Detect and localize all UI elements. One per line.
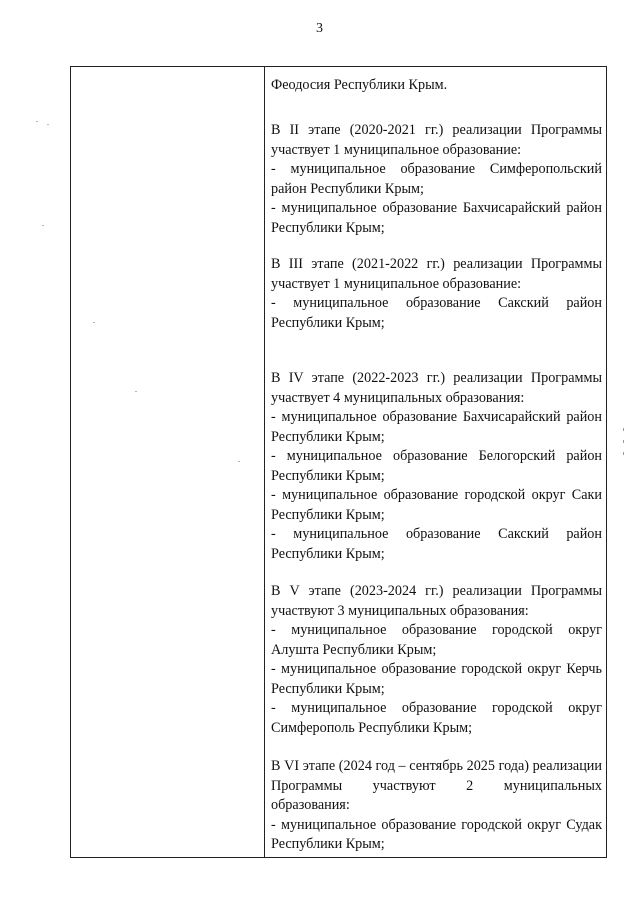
stage-2-item: - муниципальное образование Симферопольский район Республики Крым; <box>271 161 602 197</box>
stage-4-item: - муниципальное образование городской округ Саки Республики Крым; <box>271 487 602 523</box>
stage-3-intro: В III этапе (2021-2022 гг.) реализации Программы участвует 1 муниципальное образование: <box>271 256 602 292</box>
stage-5-item: - муниципальное образование городской округ Симферополь Республики Крым; <box>271 700 602 736</box>
scan-speck <box>623 440 624 443</box>
stage-5-intro: В V этапе (2023-2024 гг.) реализации Программы участвуют 3 муниципальных образования: <box>271 583 602 619</box>
scan-speck <box>42 225 44 226</box>
scan-speck <box>623 428 624 431</box>
scan-speck <box>135 391 137 392</box>
scan-speck <box>238 461 240 462</box>
table-left-cell <box>71 67 265 857</box>
stage-4-block <box>271 369 602 564</box>
page-number: 3 <box>316 21 323 36</box>
continuation-text: Феодосия Республики Крым. <box>271 77 448 93</box>
stage-6-intro: В VI этапе (2024 год – сентябрь 2025 года) реализации Программы участвуют 2 муниципальных образования: <box>271 758 602 813</box>
scan-speck <box>47 124 49 125</box>
stage-4-item: - муниципальное образование Белогорский район Республики Крым; <box>271 448 602 484</box>
stage-6-block <box>271 757 602 855</box>
stage-6-item: - муниципальное образование городской округ Судак Республики Крым; <box>271 816 602 852</box>
scan-speck <box>623 452 624 455</box>
stage-2-block <box>271 121 602 238</box>
stage-4-item: - муниципальное образование Бахчисарайский район Республики Крым; <box>271 409 602 445</box>
stage-4-item: - муниципальное образование Сакский район Республики Крым; <box>271 526 602 562</box>
program-table <box>70 66 607 858</box>
stage-5-block <box>271 582 602 738</box>
stage-3-block <box>271 255 602 333</box>
stage-5-item: - муниципальное образование городской округ Алушта Республики Крым; <box>271 622 602 658</box>
stage-2-intro: В II этапе (2020-2021 гг.) реализации Программы участвует 1 муниципальное образование: <box>271 122 602 158</box>
table-right-cell <box>271 67 602 857</box>
stage-3-item: - муниципальное образование Сакский район Республики Крым; <box>271 295 602 331</box>
stage-4-intro: В IV этапе (2022-2023 гг.) реализации Программы участвует 4 муниципальных образования: <box>271 370 602 406</box>
stage-2-item: - муниципальное образование Бахчисарайский район Республики Крым; <box>271 200 602 236</box>
continuation-paragraph <box>271 76 602 96</box>
scan-speck <box>36 121 38 122</box>
scan-speck <box>93 322 95 323</box>
stage-5-item: - муниципальное образование городской округ Керчь Республики Крым; <box>271 661 602 697</box>
